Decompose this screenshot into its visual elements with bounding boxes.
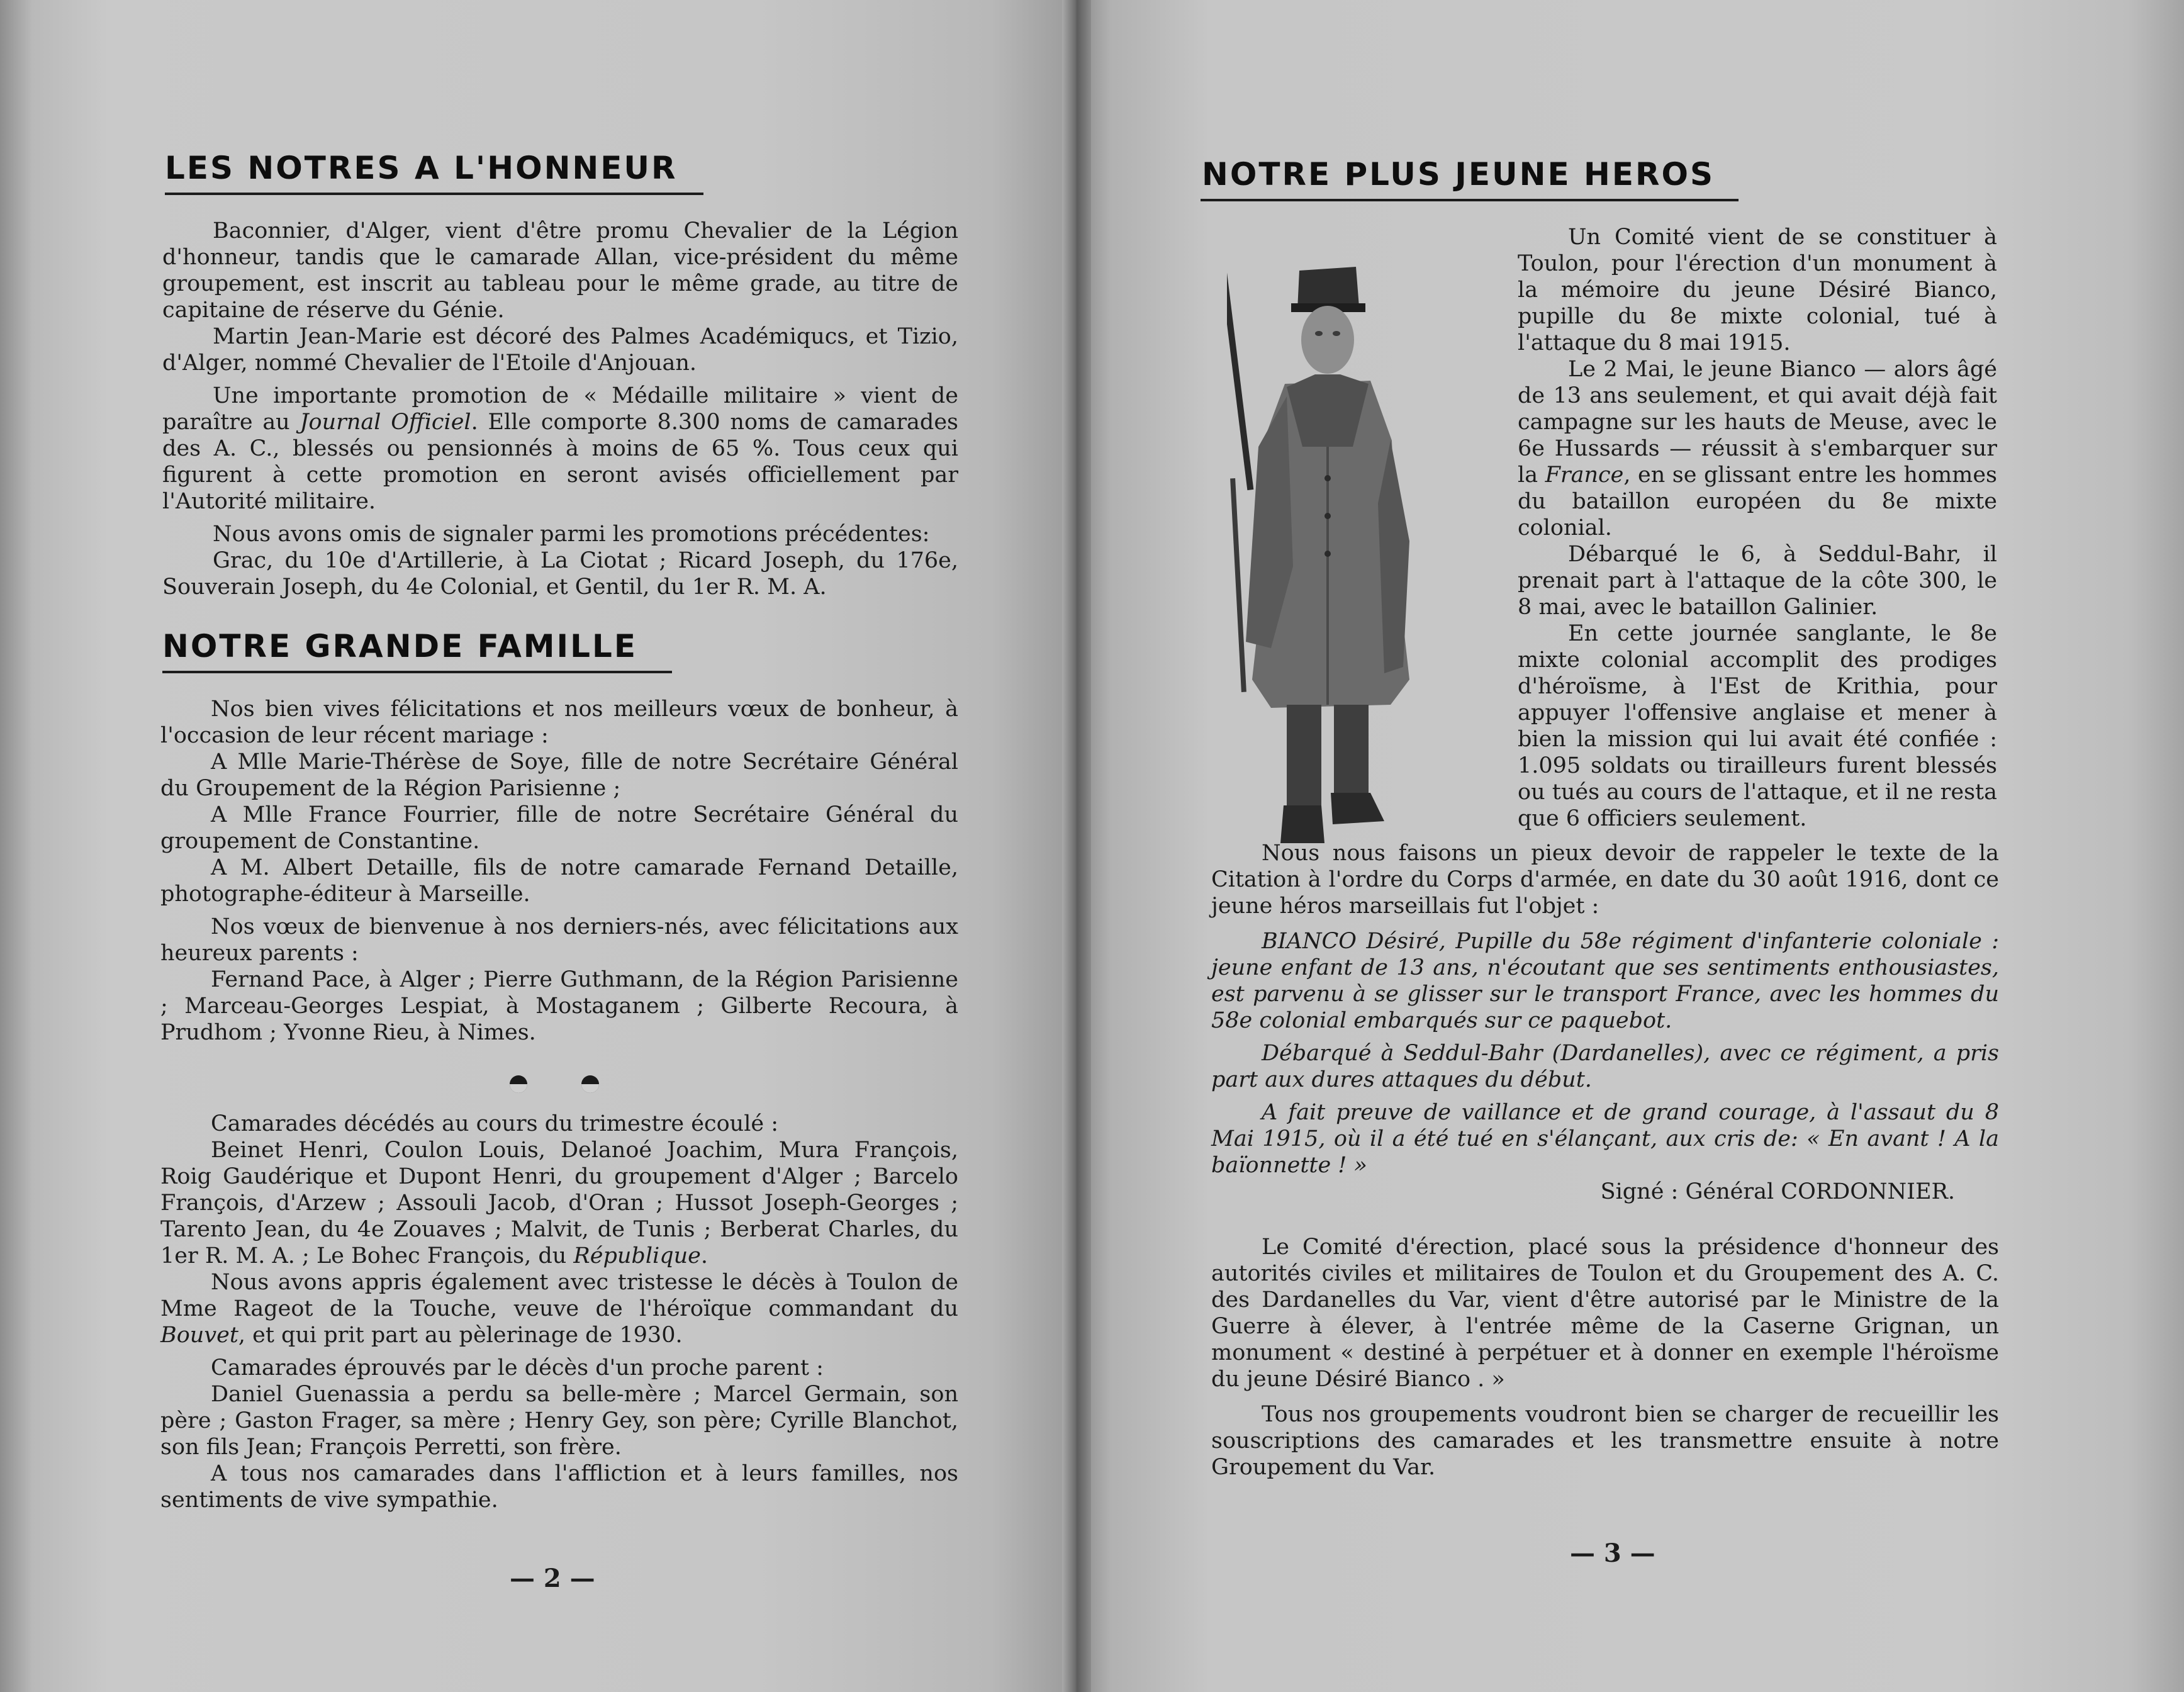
paragraph: Fernand Pace, à Alger ; Pierre Guthmann, de la Région Parisienne ; Marceau-Georges Lespiat, à Mostaganem ; Gilberte Recoura, à Prudhom ; Yvonne Rieu, à Nimes. <box>160 967 958 1045</box>
citation-paragraph: A fait preuve de vaillance et de grand courage, à l'assaut du 8 Mai 1915, où il a été tué en s'élançant, aux cris de: « En avant ! A la baïonnette ! » <box>1211 1100 1999 1178</box>
book-spine <box>1062 0 1091 1692</box>
signature: Signé : Général CORDONNIER. <box>1600 1179 1955 1204</box>
paragraph: A M. Albert Detaille, fils de notre camarade Fernand Detaille, photographe-éditeur à Marseille. <box>160 855 958 907</box>
heading-famille: NOTRE GRANDE FAMILLE <box>162 628 638 664</box>
paragraph: Nous avons appris également avec tristesse le décès à Toulon de Mme Rageot de la Touche, veuve de l'héroïque commandant du Bouvet, et qui prit part au pèlerinage de 1930. <box>160 1270 958 1348</box>
heading-underline <box>1201 199 1739 201</box>
heading-underline <box>162 671 672 673</box>
paragraph: Tous nos groupements voudront bien se charger de recueillir les souscriptions des camarades et les transmettre ensuite à notre Groupement du Var. <box>1211 1402 1999 1480</box>
section-heros-intro <box>1518 224 1997 832</box>
paragraph: A Mlle Marie-Thérèse de Soye, fille de notre Secrétaire Général du Groupement de la Région Parisienne ; <box>160 749 958 801</box>
paragraph: En cette journée sanglante, le 8e mixte colonial accomplit des prodiges d'héroïsme, à l'Est de Krithia, pour appuyer l'offensive anglaise et mener à bien la mission qui lui avait été confiée : 1.095 soldats ou tirailleurs furent blessés ou tués au cours de l'attaque, et il ne resta que 6 officiers seulement. <box>1518 621 1997 831</box>
paragraph: Une importante promotion de « Médaille militaire » vient de paraître au Journal Officiel. Elle comporte 8.300 noms de camarades des A. C., blessés ou pensionnés à moins de 65 %. Tous ceux qui figurent à cette promotion en seront avisés officiellement par l'Autorité militaire. <box>162 383 959 514</box>
paragraph: A tous nos camarades dans l'affliction et à leurs familles, nos sentiments de vive sympathie. <box>160 1461 958 1513</box>
citation-paragraph: Débarqué à Seddul-Bahr (Dardanelles), avec ce régiment, a pris part aux dures attaques du début. <box>1211 1041 1999 1092</box>
heading-underline <box>165 193 703 195</box>
paragraph: Baconnier, d'Alger, vient d'être promu Chevalier de la Légion d'honneur, tandis que le camarade Allan, vice-président du même groupement, est inscrit au tableau pour le même grade, au titre de capitaine de réserve du Génie. <box>162 218 958 323</box>
paragraph: Nos vœux de bienvenue à nos derniers-nés, avec félicitations aux heureux parents : <box>160 914 958 966</box>
page-number: — 3 — <box>1570 1538 1655 1568</box>
paragraph: Le Comité d'érection, placé sous la présidence d'honneur des autorités civiles et militaires de Toulon et du Groupement des A. C. des Dardanelles du Var, vient d'être autorisé par le Ministre de la Guerre à élever, à l'entrée même de la Caserne Grignan, un monument « destiné à perpétuer et à donner en exemple l'héroïsme du jeune Désiré Bianco . » <box>1211 1235 1999 1392</box>
citation-paragraph: BIANCO Désiré, Pupille du 58e régiment d'infanterie coloniale : jeune enfant de 13 ans, n'écoutant que ses sentiments enthousiastes, est parvenu à se glisser sur le transport France, avec les hommes du 58e colonial embarqués sur ce paquebot. <box>1211 929 1999 1033</box>
paragraph: Grac, du 10e d'Artillerie, à La Ciotat ; Ricard Joseph, du 176e, Souverain Joseph, du 4e Colonial, et Gentil, du 1er R. M. A. <box>162 548 958 600</box>
paragraph: Martin Jean-Marie est décoré des Palmes Académiqucs, et Tizio, d'Alger, nommé Chevalier de l'Etoile d'Anjouan. <box>162 324 958 376</box>
paragraph: Camarades décédés au cours du trimestre écoulé : <box>211 1111 779 1136</box>
section-famille <box>160 696 958 1046</box>
section-citation <box>1211 840 1999 1481</box>
paragraph: Nos bien vives félicitations et nos meilleurs vœux de bonheur, à l'occasion de leur récent mariage : <box>160 697 958 748</box>
page-number: — 2 — <box>510 1564 595 1593</box>
section-deces <box>160 1111 958 1513</box>
section-honneur <box>162 218 958 600</box>
paragraph: Le 2 Mai, le jeune Bianco — alors âgé de 13 ans seulement, et qui avait déjà fait campagne sur les hauts de Meuse, avec le 6e Hussards — réussit à s'embarquer sur la France, en se glissant entre les hommes du bataillon européen du 8e mixte colonial. <box>1518 357 1998 541</box>
paragraph: Nous avons omis de signaler parmi les promotions précédentes: <box>213 522 930 547</box>
paragraph: Beinet Henri, Coulon Louis, Delanoé Joachim, Mura François, Roig Gaudérique et Dupont Henri, du groupement d'Alger ; Barcelo François, d'Arzew ; Assouli Jacob, d'Oran ; Hussot Joseph-Georges ; Tarento Jean, du 4e Zouaves ; Malvit, de Tunis ; Berberat Charles, du 1er R. M. A. ; Le Bohec François, du République. <box>160 1138 958 1269</box>
ornament-separator <box>507 1072 614 1097</box>
heading-heros: NOTRE PLUS JEUNE HEROS <box>1202 156 1715 193</box>
paragraph: Camarades éprouvés par le décès d'un proche parent : <box>211 1355 824 1381</box>
paragraph: Nous nous faisons un pieux devoir de rappeler le texte de la Citation à l'ordre du Corps d'armée, en date du 30 août 1916, dont ce jeune héros marseillais fut l'objet : <box>1211 841 1999 919</box>
soldier-photo <box>1227 239 1416 849</box>
paragraph: Un Comité vient de se constituer à Toulon, pour l'érection d'un monument à la mémoire du jeune Désiré Bianco, pupille du 8e mixte colonial, tué à l'attaque du 8 mai 1915. <box>1518 225 1997 356</box>
paragraph: A Mlle France Fourrier, fille de notre Secrétaire Général du groupement de Constantine. <box>160 802 958 854</box>
paragraph: Daniel Guenassia a perdu sa belle-mère ; Marcel Germain, son père ; Gaston Frager, sa mère ; Henry Gey, son père; Cyrille Blanchot, son fils Jean; François Perretti, son frère. <box>160 1382 958 1460</box>
paragraph: Débarqué le 6, à Seddul-Bahr, il prenait part à l'attaque de la côte 300, le 8 mai, avec le bataillon Galinier. <box>1518 542 1997 620</box>
heading-honneur: LES NOTRES A L'HONNEUR <box>165 150 678 186</box>
